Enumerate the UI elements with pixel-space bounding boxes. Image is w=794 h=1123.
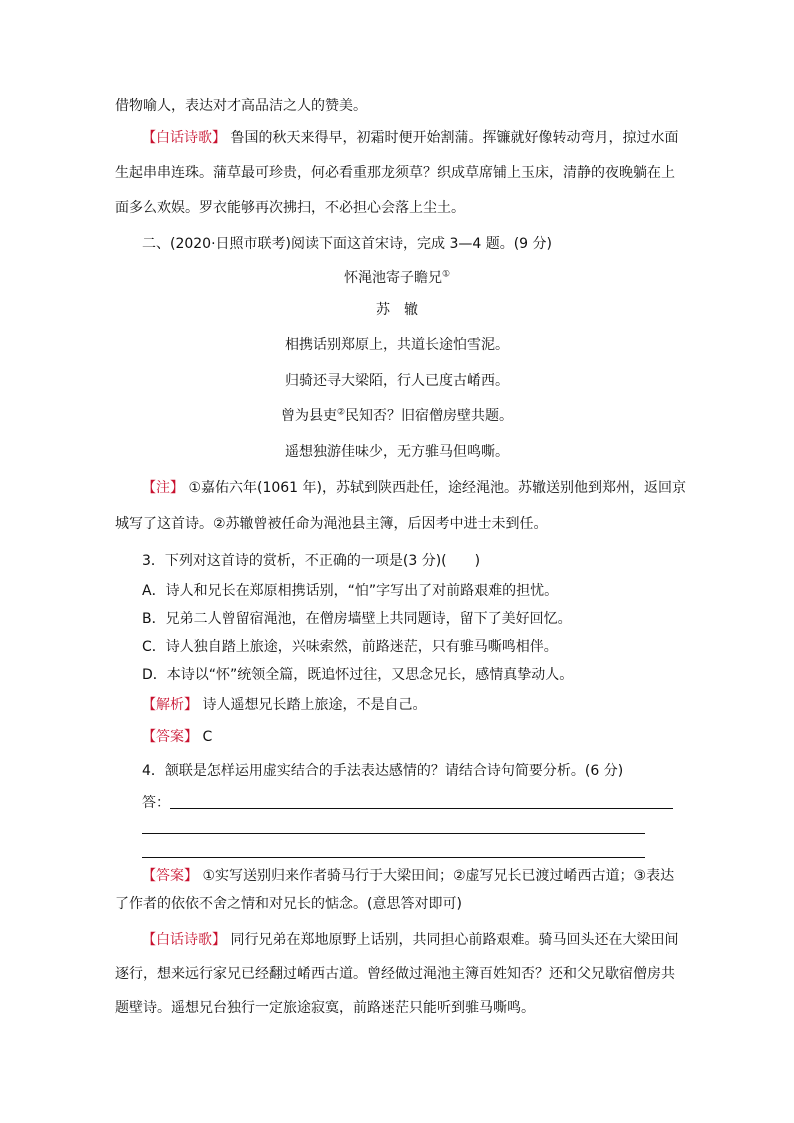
paraphrase-2-text: 同行兄弟在郑地原野上话别，共同担心前路艰难。骑马回头还在大梁田间 [230,932,679,948]
paraphrase-2-line-3: 题壁诗。遥想兄台独行一定旅途寂寞，前路迷茫只能听到骓马嘶鸣。 [115,1000,535,1016]
analysis-text: 诗人遥想兄长踏上旅途，不是自己。 [202,697,427,713]
question-3-option-b: B．兄弟二人曾留宿渑池，在僧房墙壁上共同题诗，留下了美好回忆。 [142,611,572,627]
answer-tag-4: 【答案】 [142,868,198,884]
answer-3-text: C [202,729,213,745]
answer-line-1 [170,808,673,809]
poem-line-3-part-a: 曾为县吏 [280,408,337,424]
intro-tail-text: 借物喻人，表达对才高品洁之人的赞美。 [115,98,367,114]
paraphrase-2-tag: 【白话诗歌】 [142,932,226,948]
question-3-answer [142,727,212,747]
poem-line-4: 遥想独游佳味少，无方骓马但鸣嘶。 [285,444,509,460]
question-4-answer-line-2: 了作者的依依不舍之情和对兄长的惦念。(意思答对即可) [115,896,462,912]
answer-label: 答： [142,795,170,811]
question-3-option-d: D．本诗以“怀”统领全篇，既追怀过往，又思念兄长，感情真挚动人。 [142,667,574,683]
answer-4-text-1: ①实写送别归来作者骑马行于大梁田间；②虚写兄长已渡过崤西古道；③表达 [202,868,675,884]
poem-title [0,268,794,288]
question-4-answer-line-1 [142,866,674,886]
question-3-option-c: C．诗人独自踏上旅途，兴味索然，前路迷茫，只有骓马嘶鸣相伴。 [142,639,558,655]
note-line-1 [142,478,686,498]
poem-author: 苏 辙 [376,302,418,318]
answer-line-3 [142,857,645,858]
poem-line-2: 归骑还寻大梁陌，行人已度古崤西。 [285,373,509,389]
paraphrase-1-line-2: 生起串串连珠。蒲草最可珍贵，何必看重那龙须草？织成草席铺上玉床，清静的夜晚躺在上 [115,165,675,181]
question-3-analysis [142,695,426,715]
paraphrase-2-line-1 [142,930,678,950]
note-line-2: 城写了这首诗。②苏辙曾被任命为渑池县主簿，后因考中进士未到任。 [115,516,548,532]
question-4-stem: 4．颔联是怎样运用虚实结合的手法表达感情的？请结合诗句简要分析。(6 分) [142,763,624,779]
paraphrase-1-line-1 [142,128,678,148]
note-tag: 【注】 [142,480,184,496]
paraphrase-1-tag: 【白话诗歌】 [142,130,226,146]
poem-line-3-part-b: 民知否？旧宿僧房壁共题。 [345,408,514,424]
poem-line-3 [0,406,794,426]
paraphrase-1-line-3: 面多么欢娱。罗衣能够再次拂扫，不必担心会落上尘土。 [115,200,465,216]
poem-title-text: 怀渑池寄子瞻兄 [343,270,442,286]
question-3-stem: 3．下列对这首诗的赏析，不正确的一项是(3 分)( ) [142,553,481,569]
note-text-1: ①嘉佑六年(1061 年)，苏轼到陕西赴任，途经渑池。苏辙送别他到郑州，返回京 [188,480,687,496]
analysis-tag: 【解析】 [142,697,198,713]
paraphrase-2-line-2: 逐行，想来远行家兄已经翻过崤西古道。曾经做过渑池主簿百姓知否？还和父兄歇宿僧房共 [115,966,675,982]
poem-title-note-marker: ① [441,269,451,280]
paraphrase-1-text: 鲁国的秋天来得早，初霜时便开始割蒲。挥镰就好像转动弯月，掠过水面 [230,130,679,146]
section-2-heading: 二、(2020·日照市联考)阅读下面这首宋诗，完成 3—4 题。(9 分) [142,236,552,252]
poem-line-3-note-marker: ② [336,407,346,418]
poem-line-1: 相携话别郑原上，共道长途怕雪泥。 [285,337,509,353]
question-3-option-a: A．诗人和兄长在郑原相携话别，“怕”字写出了对前路艰难的担忧。 [142,583,559,599]
answer-tag-3: 【答案】 [142,729,198,745]
answer-line-2 [142,833,645,834]
